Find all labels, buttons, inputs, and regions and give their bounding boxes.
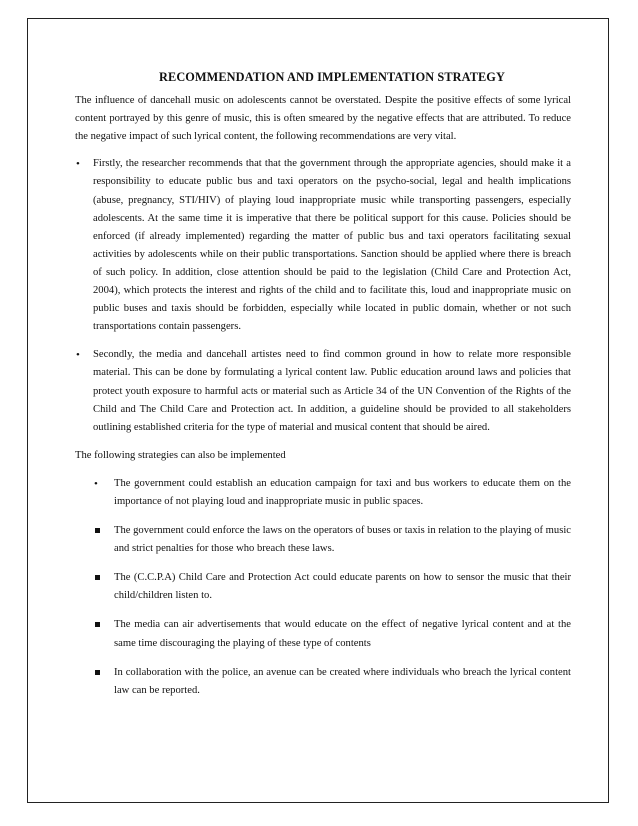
bullet-square-icon: [95, 575, 100, 580]
strategy-item: [94, 664, 571, 700]
strategy-text: The government could establish an education campaign for taxi and bus workers to educate them on the importance of not playing loud and inappropriate music in public spaces.: [114, 477, 571, 507]
strategy-item: [94, 522, 571, 558]
bullet-dot-icon: •: [76, 349, 80, 362]
bullet-dot-icon: •: [94, 477, 98, 490]
strategy-text: The media can air advertisements that would educate on the effect of negative lyrical content and at the same time discouraging the playing of these type of contents: [114, 619, 571, 649]
recommendation-item: [75, 346, 571, 436]
recommendation-text: Secondly, the media and dancehall artistes need to find common ground in how to relate more responsible material. This can be done by formulating a lyrical content law. Public education around laws and policies that protect youth exposure to harmful acts or material such as Article 34 of the UN Convention of the Rights of the Child and The Child Care and Protection act. In addition, a guideline should be provided to all stakeholders outlining established criteria for the type of material and musical content that should be aired.: [93, 349, 571, 433]
strategy-text: The (C.C.P.A) Child Care and Protection Act could educate parents on how to sensor the music that their child/children listen to.: [114, 572, 571, 602]
strategies-list: [75, 475, 571, 700]
recommendations-list: [75, 155, 571, 436]
recommendation-text: Firstly, the researcher recommends that that the government through the appropriate agencies, should make it a responsibility to educate public bus and taxi operators on the psycho-social, legal and health implications (abuse, pregnancy, STI/HIV) of playing loud inappropriate music while transporting passengers, especially adolescents. At the same time it is imperative that there be political support for this cause. Policies should be enforced (if already implemented) regarding the matter of public bus and taxi operators facilitating sexual activities by adolescents while on their public transportations. Sanction should be applied where there is breach of such policy. In addition, close attention should be paid to the legislation (Child Care and Protection Act, 2004), which protects the interest and rights of the child and to facilitate this, loud and inappropriate music on public buses and taxis should be forbidden, especially while located in public domain, whether or not such transportations contain passengers.: [93, 158, 571, 333]
bullet-square-icon: [95, 670, 100, 675]
bullet-square-icon: [95, 528, 100, 533]
document-body: [75, 68, 571, 711]
bullet-square-icon: [95, 622, 100, 627]
document-title: RECOMMENDATION AND IMPLEMENTATION STRATEGY: [159, 70, 505, 84]
strategy-text: The government could enforce the laws on the operators of buses or taxis in relation to the playing of music and strict penalties for those who breach these laws.: [114, 525, 571, 555]
bullet-dot-icon: •: [76, 158, 80, 171]
strategy-item: [94, 616, 571, 652]
strategy-item: [94, 475, 571, 511]
strategy-text: In collaboration with the police, an avenue can be created where individuals who breach the lyrical content law can be reported.: [114, 666, 571, 696]
recommendation-item: [75, 155, 571, 336]
strategies-heading: The following strategies can also be implemented: [75, 449, 286, 461]
intro-paragraph: The influence of dancehall music on adolescents cannot be overstated. Despite the positive effects of some lyrical content portrayed by this genre of music, this is often smeared by the negative effects that are attributed. To reduce the negative impact of such lyrical content, the following recommendations are very vital.: [75, 95, 571, 143]
strategy-item: [94, 569, 571, 605]
